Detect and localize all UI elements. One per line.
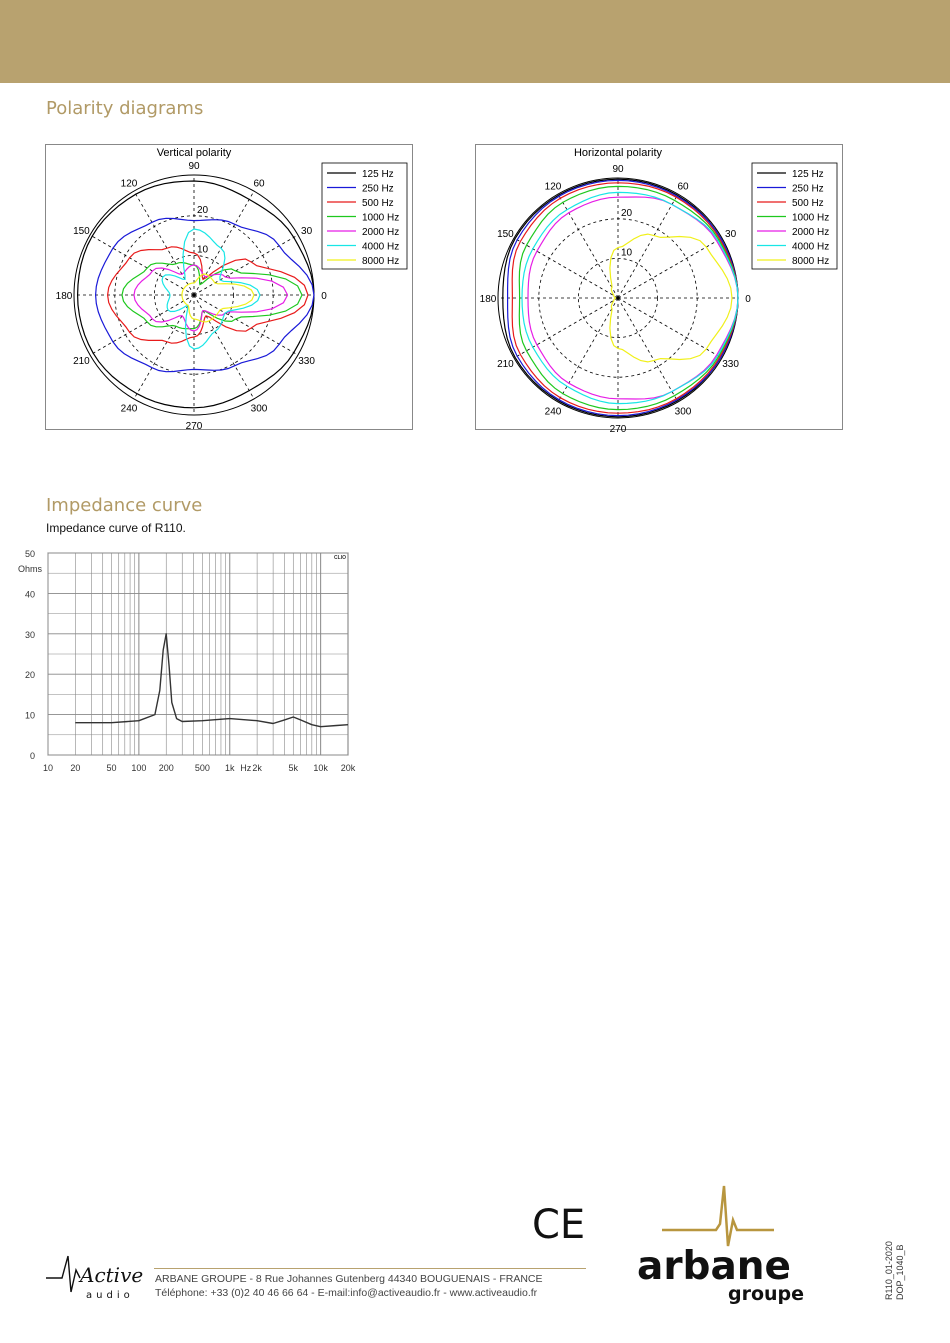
polar-legend-label: 4000 Hz <box>362 241 400 253</box>
polar-angle-label: 210 <box>73 356 90 367</box>
polar-legend-label: 500 Hz <box>362 198 394 209</box>
horizontal-polarity-chart <box>475 144 843 435</box>
impedance-x-tick: Hz <box>240 763 252 773</box>
impedance-brand-mark: CLIO <box>334 555 346 561</box>
impedance-x-tick: 200 <box>158 763 174 773</box>
polar-legend-label: 250 Hz <box>792 183 824 195</box>
document-reference <box>884 1241 906 1300</box>
polar-angle-label: 150 <box>73 226 90 237</box>
reference-line-2: DOP_1040_B <box>895 1244 905 1300</box>
footer-contact-line: Téléphone: +33 (0)2 40 46 66 64 - E-mail:info@activeaudio.fr - www.activeaudio.fr <box>155 1287 538 1299</box>
polar-legend-label: 1000 Hz <box>362 212 400 224</box>
polar-angle-label: 90 <box>612 164 624 175</box>
impedance-x-tick: 5k <box>288 763 299 773</box>
polar-legend-label: 4000 Hz <box>792 241 830 253</box>
impedance-x-tick: 10k <box>313 763 328 773</box>
polar-series-250hz <box>96 218 314 371</box>
polar-angle-label: 330 <box>722 359 739 370</box>
polar-radial-label: 20 <box>197 204 209 216</box>
arbane-groupe-logo <box>632 1184 812 1314</box>
polar-angle-label: 30 <box>301 226 313 237</box>
impedance-y-tick: 10 <box>24 710 35 721</box>
impedance-x-tick: 20k <box>340 763 356 773</box>
impedance-y-tick: 50 <box>24 549 35 559</box>
polar-angle-label: 330 <box>298 356 315 367</box>
impedance-y-tick: 30 <box>24 629 35 640</box>
polar-angle-label: 150 <box>497 229 514 240</box>
polar-title: Vertical polarity <box>156 147 232 159</box>
arbane-logo-main: arbane <box>637 1244 792 1289</box>
polar-angle-label: 270 <box>185 421 203 432</box>
polar-spoke <box>618 298 678 402</box>
impedance-y-unit: Ohms <box>18 564 43 575</box>
impedance-x-tick: 500 <box>194 763 210 773</box>
polar-radial-label: 10 <box>197 244 209 256</box>
polar-legend-label: 8000 Hz <box>792 256 830 267</box>
polar-radial-label: 20 <box>621 207 633 219</box>
polar-angle-label: 180 <box>479 294 497 305</box>
polar-angle-label: 270 <box>609 424 627 435</box>
active-logo-sub: audio <box>86 1290 134 1301</box>
polar-legend-label: 2000 Hz <box>362 227 400 238</box>
polar-angle-label: 0 <box>745 294 751 305</box>
impedance-y-tick: 20 <box>24 670 35 681</box>
polar-angle-label: 300 <box>674 406 692 418</box>
impedance-chart <box>10 546 355 781</box>
active-logo-main: Active <box>80 1263 144 1287</box>
arbane-logo-sub: groupe <box>728 1283 805 1305</box>
ce-mark-text: CE <box>532 1202 586 1248</box>
polar-angle-label: 180 <box>55 291 73 302</box>
polar-legend-label: 500 Hz <box>792 198 824 209</box>
impedance-y-tick: 0 <box>29 751 35 761</box>
footer-divider <box>154 1268 586 1269</box>
impedance-section-title: Impedance curve <box>46 495 203 516</box>
impedance-x-tick: 1k <box>225 763 235 773</box>
polar-legend-label: 1000 Hz <box>792 212 830 224</box>
polar-angle-label: 60 <box>677 181 689 193</box>
impedance-x-tick: 20 <box>70 763 81 773</box>
impedance-svg <box>10 546 355 776</box>
impedance-x-tick: 2k <box>252 763 262 773</box>
polar-spoke <box>90 295 194 355</box>
impedance-y-tick: 40 <box>24 589 35 600</box>
impedance-x-tick: 100 <box>131 763 147 773</box>
vertical-polarity-svg <box>46 145 412 432</box>
polar-legend-label: 125 Hz <box>362 169 394 180</box>
polar-spoke <box>514 238 618 298</box>
impedance-caption: Impedance curve of R110. <box>46 521 186 535</box>
reference-line-1: R110_01-2020 <box>884 1241 894 1300</box>
polar-spoke <box>514 298 618 358</box>
polar-angle-label: 90 <box>188 161 200 172</box>
polar-legend-label: 125 Hz <box>792 169 824 180</box>
impedance-x-tick: 50 <box>106 763 117 773</box>
polar-angle-label: 30 <box>725 229 737 240</box>
polar-legend-label: 250 Hz <box>362 183 394 195</box>
polar-angle-label: 0 <box>321 291 327 302</box>
polar-angle-label: 240 <box>120 403 138 415</box>
polar-title: Horizontal polarity <box>573 147 663 159</box>
polarity-section-title: Polarity diagrams <box>46 98 204 119</box>
polar-angle-label: 210 <box>497 359 514 370</box>
impedance-x-tick: 10 <box>42 763 54 773</box>
polar-radial-label: 10 <box>621 247 633 259</box>
horizontal-polarity-svg <box>476 145 842 435</box>
polar-angle-label: 240 <box>544 406 562 418</box>
polar-angle-label: 120 <box>544 181 562 193</box>
ce-mark <box>532 1202 586 1249</box>
active-audio-logo <box>44 1246 154 1307</box>
polar-legend-label: 2000 Hz <box>792 227 830 238</box>
polar-angle-label: 60 <box>253 178 265 190</box>
polar-angle-label: 300 <box>250 403 268 415</box>
polar-spoke <box>90 235 194 295</box>
footer-company-line: ARBANE GROUPE - 8 Rue Johannes Gutenberg 44340 BOUGUENAIS - FRANCE <box>155 1273 543 1285</box>
polar-legend-label: 8000 Hz <box>362 256 400 267</box>
vertical-polarity-chart <box>45 144 413 430</box>
polar-angle-label: 120 <box>120 178 138 190</box>
header-bar <box>0 0 950 83</box>
